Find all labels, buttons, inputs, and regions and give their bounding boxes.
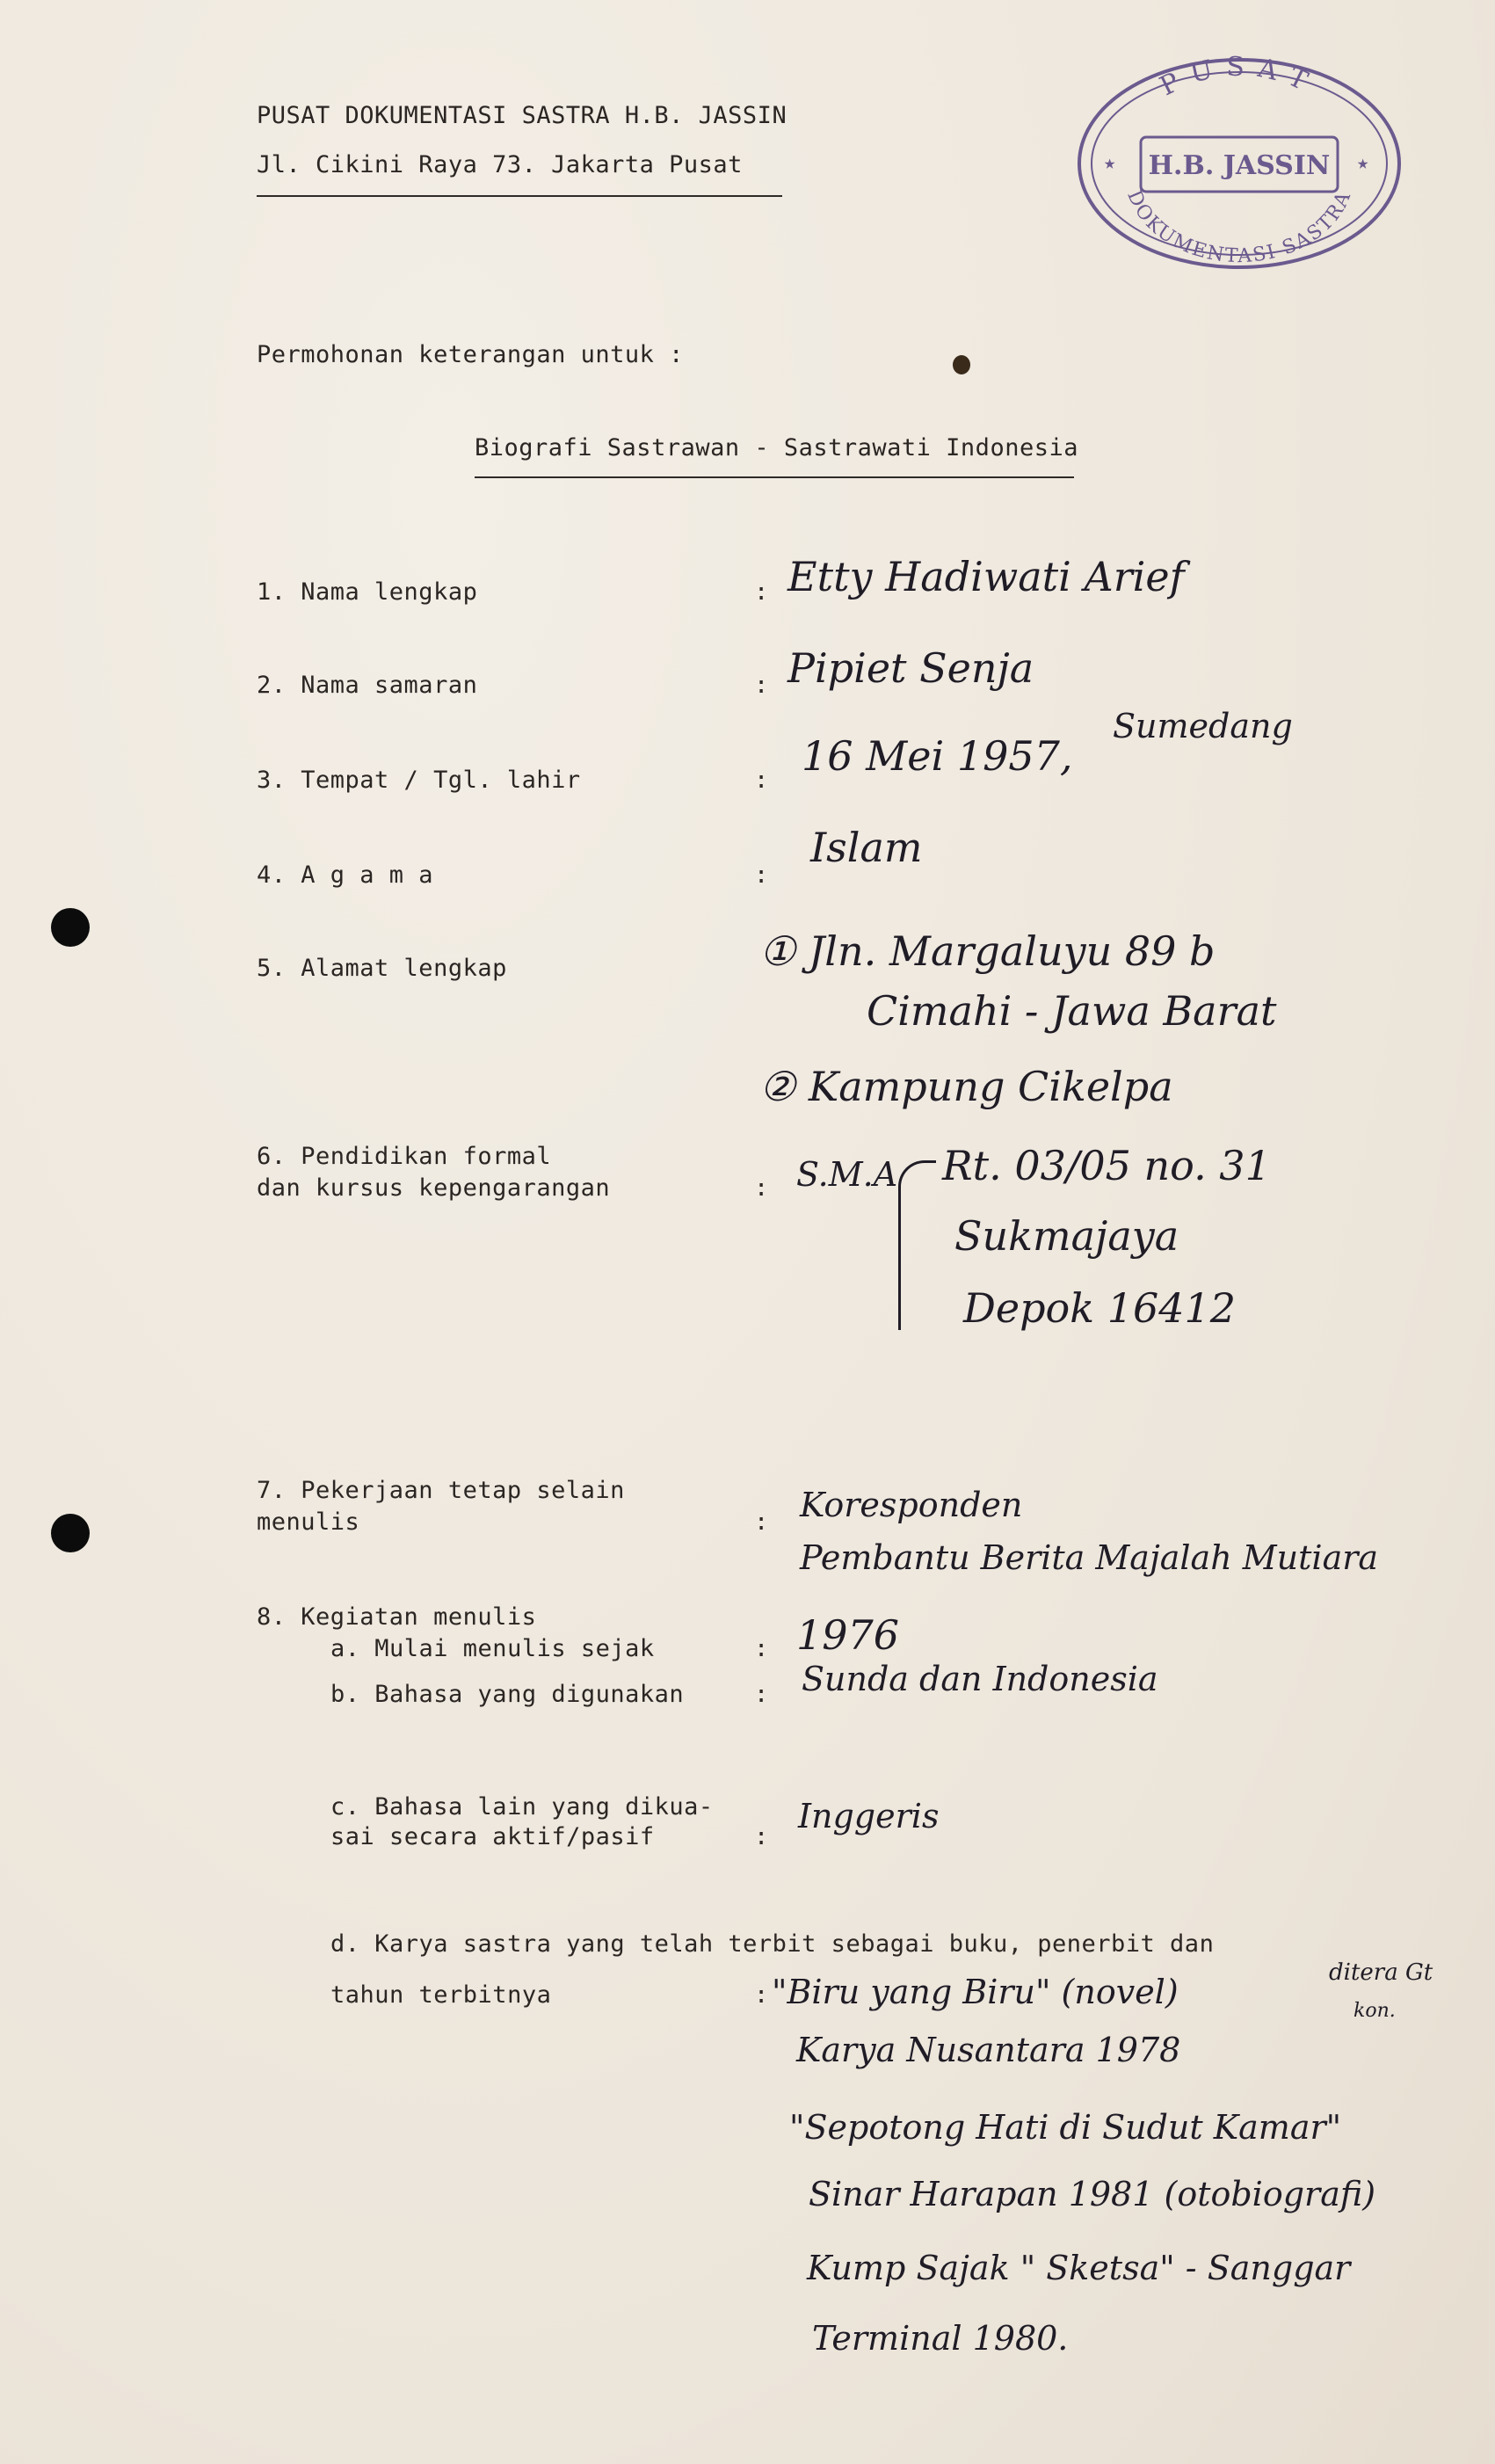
header-institution: PUSAT DOKUMENTASI SASTRA H.B. JASSIN xyxy=(257,102,787,129)
stamp-center-text: H.B. JASSIN xyxy=(1148,150,1331,181)
field-answer: Islam xyxy=(810,824,923,871)
address-line: Rt. 03/05 no. 31 xyxy=(942,1142,1271,1189)
field-colon: : xyxy=(754,767,769,794)
address-line: ② Kampung Cikelpa xyxy=(759,1063,1173,1110)
works-line: Sinar Harapan 1981 (otobiografi) xyxy=(809,2175,1376,2213)
bracket-mark xyxy=(898,1160,936,1330)
field-label: 5. Alamat lengkap xyxy=(257,955,507,982)
field-label: 3. Tempat / Tgl. lahir xyxy=(257,767,581,794)
svg-text:DOKUMENTASI SASTRA xyxy=(1122,187,1355,267)
subfield-label: a. Mulai menulis sejak xyxy=(330,1635,655,1662)
stamp-top-text: PUSAT xyxy=(1155,51,1324,103)
address-line: Cimahi - Jawa Barat xyxy=(867,987,1277,1035)
works-line: Kump Sajak " Sketsa" - Sanggar xyxy=(807,2249,1351,2287)
field-colon: : xyxy=(754,1508,769,1536)
field-colon: : xyxy=(754,1981,769,2009)
stamp-bottom-text: DOKUMENTASI SASTRA xyxy=(1122,187,1356,268)
field-answer: Inggeris xyxy=(798,1797,940,1835)
field-answer: 1976 xyxy=(796,1611,900,1659)
field-answer: 16 Mei 1957, xyxy=(802,732,1073,780)
field-label: 4. A g a m a xyxy=(257,861,434,889)
field-answer: Pembantu Berita Majalah Mutiara xyxy=(800,1538,1379,1577)
subfield-label: d. Karya sastra yang telah terbit sebagai buku, penerbit dan xyxy=(330,1930,1215,1958)
header-underline xyxy=(257,195,782,197)
field-answer: Etty Hadiwati Arief xyxy=(787,553,1185,600)
field-colon: : xyxy=(754,1823,769,1850)
field-colon: : xyxy=(754,861,769,889)
field-label: 7. Pekerjaan tetap selain xyxy=(257,1477,625,1504)
punch-hole xyxy=(51,908,90,947)
form-title: Biografi Sastrawan - Sastrawati Indonesia xyxy=(475,434,1078,462)
address-line: Sukmajaya xyxy=(954,1212,1179,1260)
form-title-underline xyxy=(475,476,1074,478)
subfield-label: sai secara aktif/pasif xyxy=(330,1823,655,1850)
stamp-star-icon: ★ xyxy=(1104,152,1116,174)
address-line: Depok 16412 xyxy=(963,1284,1237,1332)
field-colon: : xyxy=(754,1174,769,1202)
subfield-label: c. Bahasa lain yang dikua- xyxy=(330,1793,714,1821)
subfield-label: tahun terbitnya xyxy=(330,1981,552,2009)
header-address: Jl. Cikini Raya 73. Jakarta Pusat xyxy=(257,151,743,178)
works-note: kon. xyxy=(1353,2000,1396,2022)
works-line: "Biru yang Biru" (novel) xyxy=(772,1973,1179,2011)
works-line: Terminal 1980. xyxy=(812,2319,1069,2358)
field-label: menulis xyxy=(257,1508,360,1536)
field-label: 1. Nama lengkap xyxy=(257,578,478,606)
ink-spot xyxy=(953,355,970,374)
field-answer-extra: Sumedang xyxy=(1113,707,1293,745)
svg-text:PUSAT xyxy=(1155,52,1323,102)
intro-text: Permohonan keterangan untuk : xyxy=(257,341,684,368)
field-label: 2. Nama samaran xyxy=(257,672,478,699)
address-line: ① Jln. Margaluyu 89 b xyxy=(759,927,1216,975)
field-colon: : xyxy=(754,1681,769,1708)
works-note: ditera Gt xyxy=(1329,1959,1433,1986)
field-answer: Pipiet Senja xyxy=(787,644,1034,692)
field-answer: S.M.A xyxy=(796,1155,898,1194)
punch-hole xyxy=(51,1514,90,1552)
institution-stamp xyxy=(1074,51,1404,276)
field-colon: : xyxy=(754,1635,769,1662)
field-colon: : xyxy=(754,578,769,606)
field-answer: Sunda dan Indonesia xyxy=(802,1660,1158,1698)
field-answer: Koresponden xyxy=(800,1486,1023,1524)
field-label: 6. Pendidikan formal xyxy=(257,1143,552,1170)
field-label: 8. Kegiatan menulis xyxy=(257,1603,537,1631)
stamp-star-icon: ★ xyxy=(1357,152,1369,174)
works-line: "Sepotong Hati di Sudut Kamar" xyxy=(789,2108,1342,2147)
subfield-label: b. Bahasa yang digunakan xyxy=(330,1681,685,1708)
works-line: Karya Nusantara 1978 xyxy=(796,2031,1181,2069)
field-label: dan kursus kepengarangan xyxy=(257,1174,611,1202)
field-colon: : xyxy=(754,672,769,699)
